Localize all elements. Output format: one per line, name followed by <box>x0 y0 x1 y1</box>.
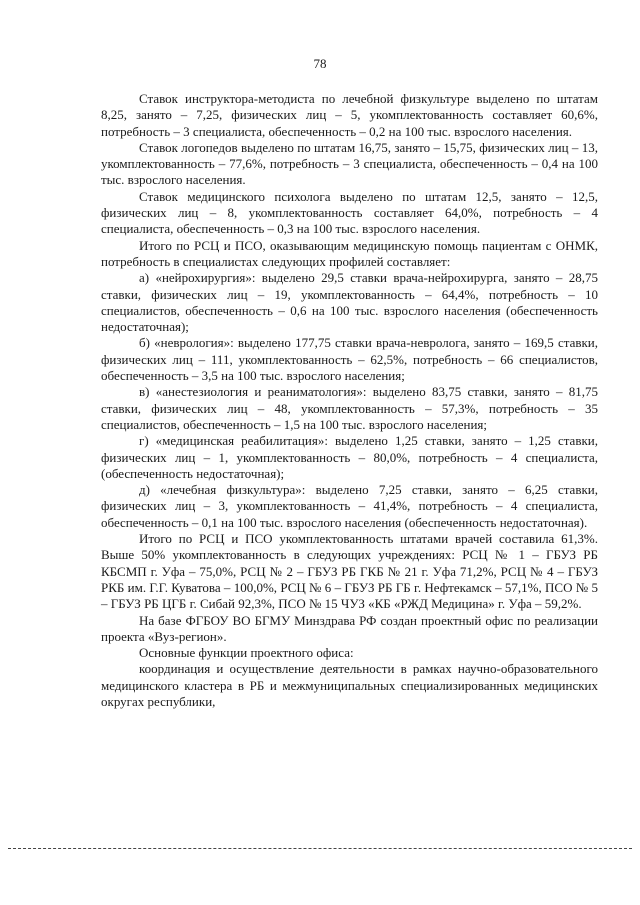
paragraph: Ставок логопедов выделено по штатам 16,75, занято – 15,75, физических лиц – 13, укомплектованность – 77,6%, потребность – 3 специалиста, обеспеченность – 0,4 на 100 тыс. взрослого населения. <box>101 139 598 188</box>
paragraph: координация и осуществление деятельности в рамках научно-образовательного медицинского кластера в РБ и межмуниципальных специализированных медицинских округах республики, <box>101 661 598 709</box>
paragraph: Ставок медицинского психолога выделено по штатам 12,5, занято – 12,5, физических лиц – 8, укомплектованность составляет 64,0%, потребность – 4 специалиста, обеспеченность – 0,3 на 100 тыс. взрослого населения. <box>101 188 598 237</box>
list-item: г) «медицинская реабилитация»: выделено 1,25 ставки, занято – 1,25 ставки, физических лиц – 1, укомплектованность – 80,0%, потребность – 4 специалиста, (обеспеченность недостаточная); <box>101 433 598 481</box>
list-item: б) «неврология»: выделено 177,75 ставки врача-невролога, занято – 169,5 ставки, физических лиц – 111, укомплектованность – 62,5%, потребность – 66 специалистов, обеспеченность – 3,5 на 100 тыс. взрослого населения; <box>101 335 598 384</box>
list-item: а) «нейрохирургия»: выделено 29,5 ставки врача-нейрохирурга, занято – 28,75 ставки, физических лиц – 19, укомплектованность – 64,4%, потребность – 10 специалистов, обеспеченность – 0,6 на 100 тыс. взрослого населения (обеспеченность недостаточная); <box>101 270 598 335</box>
page-number: 78 <box>313 56 327 71</box>
paragraph: Основные функции проектного офиса: <box>139 645 354 661</box>
list-item: в) «анестезиология и реаниматология»: выделено 83,75 ставки, занято – 81,75 ставки, физических лиц – 48, укомплектованность – 57,3%, потребность – 35 специалистов, обеспеченность – 1,5 на 100 тыс. взрослого населения; <box>101 384 598 432</box>
list-item: д) «лечебная физкультура»: выделено 7,25 ставки, занято – 6,25 ставки, физических лиц – 3, укомплектованность – 41,4%, потребность – 4 специалиста, обеспеченность – 0,1 на 100 тыс. взрослого населения (обеспеченность недостаточная). <box>101 482 598 530</box>
paragraph: На базе ФГБОУ ВО БГМУ Минздрава РФ создан проектный офис по реализации проекта «Вуз-регион». <box>101 612 598 644</box>
paragraph: Итого по РСЦ и ПСО, оказывающим медицинскую помощь пациентам с ОНМК, потребность в специалистах следующих профилей составляет: <box>101 237 598 269</box>
paragraph: Ставок инструктора-методиста по лечебной физкультуре выделено по штатам 8,25, занято – 7,25, физических лиц – 5, укомплектованность составляет 60,6%, потребность – 3 специалиста, обеспеченность – 0,2 на 100 тыс. взрослого населения. <box>101 91 598 139</box>
paragraph: Итого по РСЦ и ПСО укомплектованность штатами врачей составила 61,3%. Выше 50% укомплектованность в следующих учреждениях: РСЦ № 1 – ГБУЗ РБ КБСМП г. Уфа – 75,0%, РСЦ № 2 – ГБУЗ РБ ГКБ № 21 г. Уфа 71,2%, РСЦ № 4 – ГБУЗ РКБ им. Г.Г. Куватова – 100,0%, РСЦ № 6 – ГБУЗ РБ ГБ г. Нефтекамск – 57,1%, ПСО № 5 – ГБУЗ РБ ЦГБ г. Сибай 92,3%, ПСО № 15 ЧУЗ «КБ «РЖД Медицина» г. Уфа – 59,2%. <box>101 531 598 612</box>
scan-edge-divider <box>8 848 632 849</box>
document-body <box>101 91 598 710</box>
